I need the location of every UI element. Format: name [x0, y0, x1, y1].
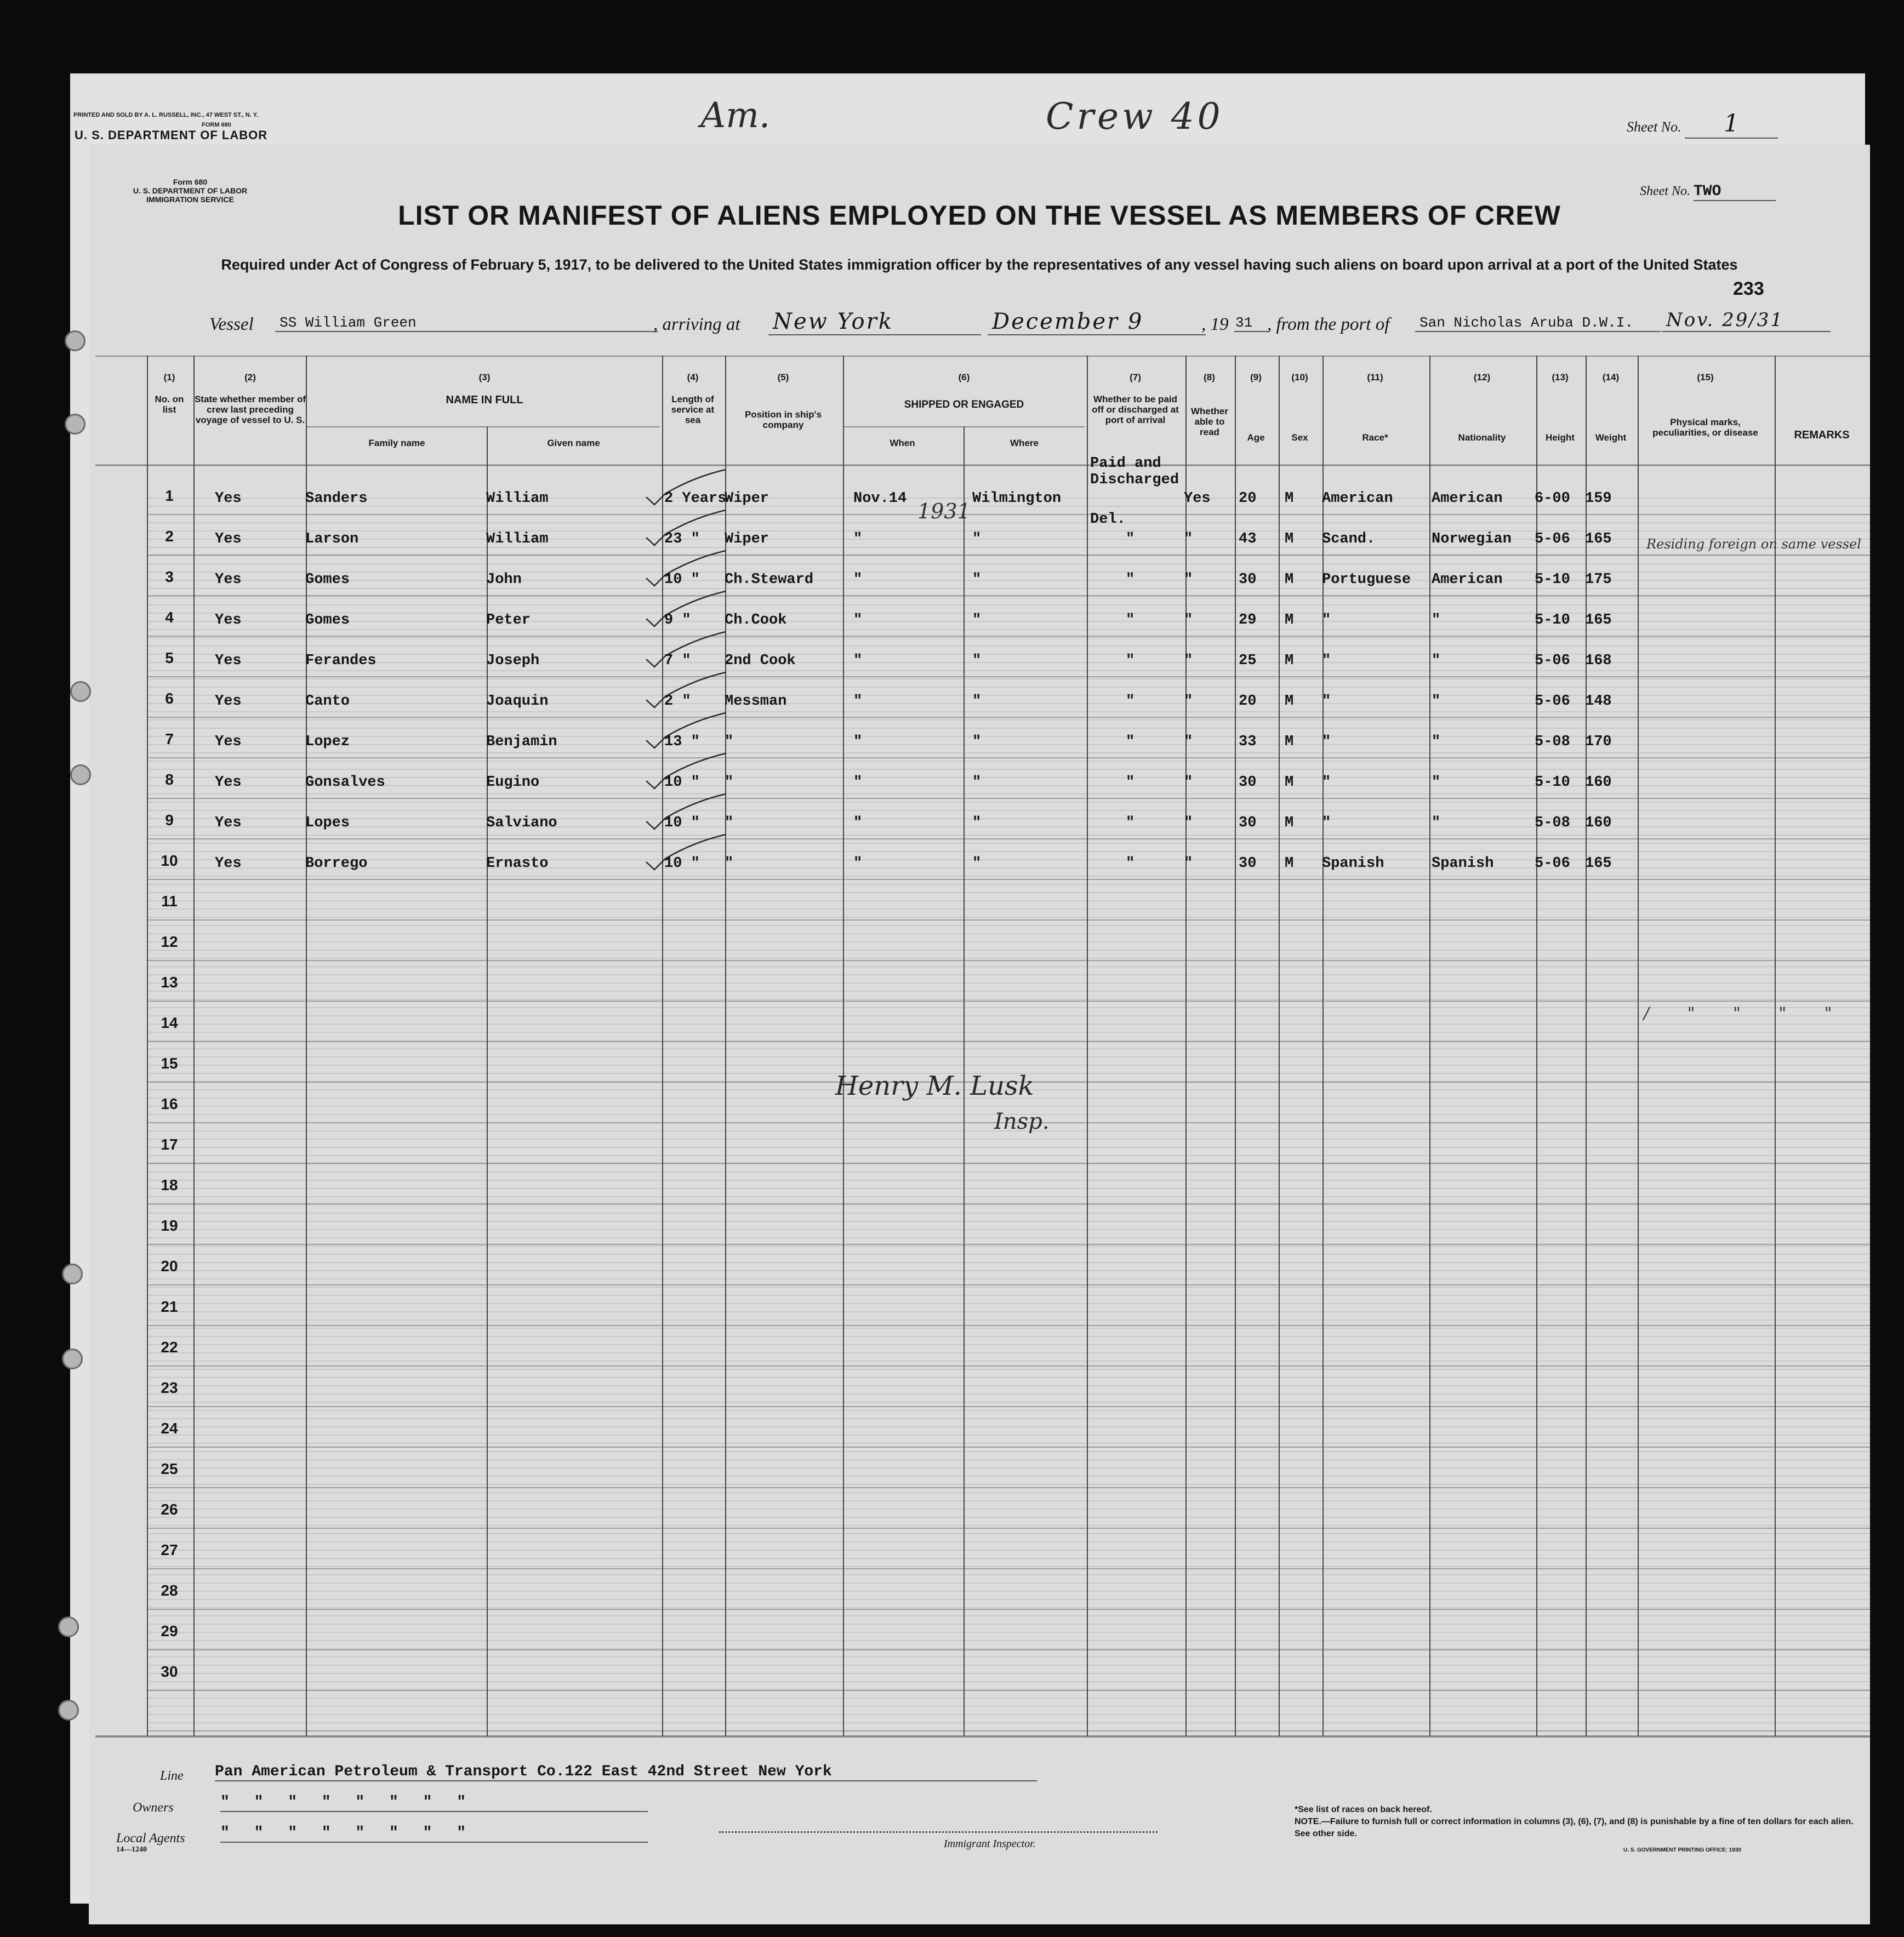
col4-label: Length of service at sea [671, 394, 715, 425]
cell-family: Borrego [305, 855, 368, 872]
row-number: 20 [161, 1258, 178, 1275]
cell-where: " [972, 531, 982, 547]
from-label: , from the port of [1267, 315, 1390, 334]
cell-given: Peter [486, 612, 531, 628]
cell-paid: " [1126, 734, 1135, 750]
cell-when: " [853, 572, 863, 588]
from-port: San Nicholas Aruba D.W.I. [1415, 315, 1661, 332]
row-number: 26 [161, 1501, 178, 1518]
cell-read: " [1184, 612, 1193, 628]
cell-family: Gomes [305, 612, 350, 628]
table-lines [95, 356, 1870, 1739]
cell-when: " [853, 693, 863, 710]
col12-label: Nationality [1458, 432, 1506, 443]
row-number: 18 [161, 1176, 178, 1193]
row2-remark-handwritten: Residing foreign on same vessel [1646, 536, 1861, 552]
cell-prev: Yes [215, 612, 242, 628]
cell-age: 43 [1239, 531, 1257, 547]
fine-note: NOTE.—Failure to furnish full or correct information in columns (3), (6), (7), and (8) is punishable by a fine of ten dollars for each alien. See other side. [1295, 1817, 1854, 1838]
cell-when: " [853, 774, 863, 791]
col1-label: No. on list [155, 394, 184, 415]
cell-position: Messman [725, 693, 787, 710]
cell-weight: 165 [1585, 612, 1612, 628]
cell-height: 5-10 [1535, 572, 1570, 588]
cell-position: Wiper [725, 490, 769, 507]
year-prefix: , 19 [1201, 315, 1229, 334]
binder-hole [65, 414, 85, 435]
col6-label: SHIPPED OR ENGAGED [904, 399, 1024, 410]
col1-num: (1) [163, 372, 175, 382]
cell-position: " [725, 734, 734, 750]
col5-num: (5) [777, 372, 789, 382]
row-number: 21 [161, 1298, 178, 1315]
page-subtitle: Required under Act of Congress of February 5, 1917, to be delivered to the United States immigration officer by the representatives of any vessel having such aliens on board upon arrival at a port of the United States [221, 256, 1738, 273]
back-sheet-label: Sheet No. [1627, 119, 1681, 135]
row-number: 11 [161, 893, 178, 910]
cell-nationality: " [1432, 815, 1441, 831]
cell-read: " [1184, 774, 1193, 791]
back-sheet-number [1627, 110, 1778, 139]
cell-weight: 175 [1585, 572, 1612, 588]
cell-height: 5-10 [1535, 612, 1570, 628]
col8-label: Whether able to read [1191, 406, 1228, 437]
cell-position: " [725, 855, 734, 872]
col10-num: (10) [1291, 372, 1308, 382]
row-number: 6 [165, 690, 174, 707]
cell-read: " [1184, 653, 1193, 669]
printer-line: PRINTED AND SOLD BY A. L. RUSSELL, INC., 47 WEST ST., N. Y. [73, 112, 258, 118]
form-code: 14—1240 [116, 1845, 147, 1854]
cell-prev: Yes [215, 572, 242, 588]
cell-sex: M [1285, 490, 1294, 507]
col6-when: When [890, 438, 915, 448]
cell-sex: M [1285, 572, 1294, 588]
inspector-title: Insp. [994, 1109, 1050, 1134]
cell-when: " [853, 734, 863, 750]
cell-position: " [725, 815, 734, 831]
cell-position: Ch.Steward [725, 572, 814, 588]
cell-prev: Yes [215, 734, 242, 750]
vessel-label: Vessel [209, 315, 254, 334]
back-form-number: FORM 680 [202, 122, 231, 128]
cell-weight: 168 [1585, 653, 1612, 669]
agents-value: " " " " " " " " [220, 1825, 648, 1843]
cell-read: " [1184, 572, 1193, 588]
arrival-date: December 9 [988, 309, 1206, 335]
cell-where: " [972, 734, 982, 750]
back-sheet-value: 1 [1685, 110, 1778, 139]
cell-family: Gomes [305, 572, 350, 588]
cell-height: 5-06 [1535, 531, 1570, 547]
cell-read: " [1184, 855, 1193, 872]
cell-read: " [1184, 693, 1193, 710]
crew-table [95, 356, 1870, 1739]
inspector-signature-line [719, 1831, 1158, 1833]
col16-label: REMARKS [1794, 429, 1850, 441]
cell-position: Wiper [725, 531, 769, 547]
back-department: U. S. DEPARTMENT OF LABOR [75, 128, 268, 142]
cell-height: 6-00 [1535, 490, 1570, 507]
cell-paid: " [1126, 531, 1135, 547]
row-number: 14 [161, 1014, 178, 1031]
row-number: 13 [161, 974, 178, 991]
col7-label: Whether to be paid off or discharged at port of arrival [1092, 394, 1179, 425]
cell-service: 10 " [664, 855, 700, 872]
row-number: 5 [165, 649, 174, 666]
cell-when: " [853, 855, 863, 872]
cell-height: 5-06 [1535, 693, 1570, 710]
cell-weight: 160 [1585, 774, 1612, 791]
cell-when: " [853, 612, 863, 628]
row-number: 15 [161, 1055, 178, 1072]
cell-where: " [972, 653, 982, 669]
vessel-name: SS William Green [275, 315, 658, 332]
cell-nationality: " [1432, 653, 1441, 669]
cell-where: Wilmington [972, 490, 1062, 507]
cell-race: " [1322, 774, 1331, 791]
cell-height: 5-08 [1535, 815, 1570, 831]
cell-prev: Yes [215, 855, 242, 872]
cell-age: 20 [1239, 693, 1257, 710]
cell-sex: M [1285, 774, 1294, 791]
cell-given: Eugino [486, 774, 540, 791]
cell-family: Canto [305, 693, 350, 710]
cell-service: 9 " [664, 612, 691, 628]
cell-prev: Yes [215, 774, 242, 791]
cell-read: " [1184, 815, 1193, 831]
cell-prev: Yes [215, 531, 242, 547]
cell-race: Scand. [1322, 531, 1376, 547]
inspector-label: Immigrant Inspector. [944, 1838, 1036, 1850]
col2-label: State whether member of crew last preceding voyage of vessel to U. S. [194, 394, 306, 425]
col6-where: Where [1010, 438, 1039, 448]
cell-where: " [972, 855, 982, 872]
cell-service: 10 " [664, 815, 700, 831]
cell-where: " [972, 815, 982, 831]
cell-service: 2 " [664, 693, 691, 710]
cell-family: Larson [305, 531, 359, 547]
cell-sex: M [1285, 855, 1294, 872]
row-number: 29 [161, 1622, 178, 1639]
cell-read: " [1184, 734, 1193, 750]
cell-paid: " [1126, 572, 1135, 588]
row-number: 24 [161, 1420, 178, 1437]
cell-position: " [725, 774, 734, 791]
col7-num: (7) [1130, 372, 1141, 382]
cell-where: " [972, 693, 982, 710]
cell-race: Spanish [1322, 855, 1384, 872]
col8-num: (8) [1204, 372, 1215, 382]
cell-prev: Yes [215, 693, 242, 710]
cell-given: William [486, 531, 549, 547]
cell-nationality: " [1432, 734, 1441, 750]
col13-label: Height [1546, 432, 1575, 443]
cell-weight: 165 [1585, 855, 1612, 872]
cell-height: 5-08 [1535, 734, 1570, 750]
col12-num: (12) [1473, 372, 1491, 382]
col15-label: Physical marks, peculiarities, or disease [1652, 417, 1758, 438]
cell-weight: 159 [1585, 490, 1612, 507]
races-note: *See list of races on back hereof. [1295, 1805, 1432, 1814]
cell-age: 20 [1239, 490, 1257, 507]
cell-nationality: " [1432, 612, 1441, 628]
cell-position: Ch.Cook [725, 612, 787, 628]
cell-sex: M [1285, 734, 1294, 750]
cell-read: Yes [1184, 490, 1211, 507]
cell-family: Sanders [305, 490, 368, 507]
col6-num: (6) [958, 372, 970, 382]
cell-service: 13 " [664, 734, 700, 750]
row-number: 16 [161, 1095, 178, 1112]
line-label: Line [160, 1769, 184, 1783]
gpo-note: U. S. GOVERNMENT PRINTING OFFICE: 1930 [1623, 1847, 1742, 1853]
row-number: 3 [165, 568, 174, 585]
cell-given: Salviano [486, 815, 557, 831]
cell-age: 30 [1239, 774, 1257, 791]
cell-paid: " [1126, 855, 1135, 872]
col2-num: (2) [244, 372, 256, 382]
cell-given: Joseph [486, 653, 540, 669]
binder-hole [58, 1700, 79, 1721]
row-number: 27 [161, 1541, 178, 1558]
cell-nationality: American [1432, 572, 1503, 588]
cell-weight: 160 [1585, 815, 1612, 831]
col4-num: (4) [687, 372, 699, 382]
cell-nationality: Norwegian [1432, 531, 1512, 547]
row-number: 25 [161, 1460, 178, 1477]
cell-family: Ferandes [305, 653, 377, 669]
cell-read: " [1184, 531, 1193, 547]
col14-num: (14) [1602, 372, 1620, 382]
departure-date: Nov. 29/31 [1662, 309, 1831, 332]
cell-race: " [1322, 815, 1331, 831]
cell-prev: Yes [215, 490, 242, 507]
cell-service: 2 Years [664, 490, 727, 507]
cell-height: 5-10 [1535, 774, 1570, 791]
cell-service: 10 " [664, 774, 700, 791]
cell-paid: " [1126, 612, 1135, 628]
cell-age: 30 [1239, 815, 1257, 831]
row-number: 10 [161, 852, 178, 869]
cell-nationality: Spanish [1432, 855, 1494, 872]
cell-given: John [486, 572, 522, 588]
cell-weight: 165 [1585, 531, 1612, 547]
binder-hole [70, 764, 91, 785]
cell-when: " [853, 653, 863, 669]
col9-label: Age [1247, 432, 1265, 443]
col14-label: Weight [1595, 432, 1627, 443]
binder-hole [70, 681, 91, 702]
row-number: 9 [165, 812, 174, 828]
arriving-port: New York [768, 309, 981, 335]
cell-given: Benjamin [486, 734, 557, 750]
cell-when: " [853, 815, 863, 831]
cell-given: Ernasto [486, 855, 549, 872]
cell-race: " [1322, 653, 1331, 669]
cell-race: American [1322, 490, 1393, 507]
row-number: 1 [165, 487, 174, 504]
col3-num: (3) [478, 372, 491, 382]
col10-label: Sex [1291, 432, 1308, 443]
col13-num: (13) [1552, 372, 1569, 382]
col11-label: Race* [1362, 432, 1388, 443]
col15-num: (15) [1697, 372, 1714, 382]
stamp-number: 233 [1733, 278, 1764, 299]
cell-age: 30 [1239, 572, 1257, 588]
cell-where: " [972, 612, 982, 628]
binder-hole [62, 1349, 83, 1369]
cell-when: Nov.14 [853, 490, 907, 507]
footer-notes [1295, 1804, 1870, 1856]
col11-num: (11) [1367, 372, 1383, 382]
line-value: Pan American Petroleum & Transport Co.122 East 42nd Street New York [215, 1763, 1037, 1781]
handwritten-crew-count: Crew 40 [1046, 95, 1224, 138]
handwritten-am: Am. [700, 95, 771, 136]
row-number: 23 [161, 1379, 178, 1396]
row-number: 8 [165, 771, 174, 788]
binder-hole [62, 1264, 83, 1284]
cell-family: Gonsalves [305, 774, 385, 791]
cell-paid: " [1126, 693, 1135, 710]
cell-given: Joaquin [486, 693, 549, 710]
cell-family: Lopez [305, 734, 350, 750]
cell-nationality: " [1432, 774, 1441, 791]
cell-when: " [853, 531, 863, 547]
cell-where: " [972, 572, 982, 588]
cell-family: Lopes [305, 815, 350, 831]
row-number: 2 [165, 528, 174, 545]
owners-label: Owners [133, 1801, 174, 1815]
col3-family: Family name [368, 438, 425, 448]
col3-given: Given name [547, 438, 600, 448]
cell-height: 5-06 [1535, 855, 1570, 872]
cell-weight: 148 [1585, 693, 1612, 710]
row1-year-handwritten: 1931 [917, 499, 971, 523]
cell-sex: M [1285, 531, 1294, 547]
row-number: 7 [165, 730, 174, 747]
service: IMMIGRATION SERVICE [146, 195, 234, 204]
row-number: 12 [161, 933, 178, 950]
row-number: 4 [165, 609, 174, 626]
cell-sex: M [1285, 653, 1294, 669]
owners-value: " " " " " " " " [220, 1794, 648, 1812]
page-title: LIST OR MANIFEST OF ALIENS EMPLOYED ON THE VESSEL AS MEMBERS OF CREW [398, 200, 1561, 231]
cell-height: 5-06 [1535, 653, 1570, 669]
cell-race: " [1322, 734, 1331, 750]
binder-hole [58, 1616, 79, 1637]
cell-nationality: " [1432, 693, 1441, 710]
agents-label: Local Agents [116, 1831, 185, 1845]
row1-paid-line1: Paid and Discharged [1090, 455, 1179, 488]
cell-service: 10 " [664, 572, 700, 588]
cell-race: " [1322, 612, 1331, 628]
cell-sex: M [1285, 815, 1294, 831]
cell-sex: M [1285, 693, 1294, 710]
col9-num: (9) [1250, 372, 1262, 382]
sheet-value: TWO [1694, 183, 1776, 201]
cell-paid: " [1126, 774, 1135, 791]
cell-age: 33 [1239, 734, 1257, 750]
row-number: 28 [161, 1582, 178, 1599]
cell-nationality: American [1432, 490, 1503, 507]
sheet-number [1640, 183, 1776, 201]
manifest-page [89, 145, 1870, 1924]
cell-race: " [1322, 693, 1331, 710]
binder-hole [65, 330, 85, 351]
department: U. S. DEPARTMENT OF LABOR [133, 186, 248, 195]
cell-paid: " [1126, 815, 1135, 831]
cell-position: 2nd Cook [725, 653, 796, 669]
cell-weight: 170 [1585, 734, 1612, 750]
cell-age: 30 [1239, 855, 1257, 872]
row10-remark-handwritten: / " " " " [1644, 1004, 1849, 1023]
col3-label: NAME IN FULL [446, 394, 523, 406]
row-number: 19 [161, 1217, 178, 1234]
cell-age: 29 [1239, 612, 1257, 628]
cell-service: 7 " [664, 653, 691, 669]
cell-age: 25 [1239, 653, 1257, 669]
row1-paid-port: Del. [1090, 511, 1126, 528]
row-number: 30 [161, 1663, 178, 1680]
cell-service: 23 " [664, 531, 700, 547]
row-number: 22 [161, 1339, 178, 1356]
cell-race: Portuguese [1322, 572, 1411, 588]
row-number: 17 [161, 1136, 178, 1153]
inspector-signature: Henry M. Lusk [835, 1071, 1034, 1101]
form-number: Form 680 [173, 178, 208, 186]
sheet-label: Sheet No. [1640, 184, 1690, 198]
arriving-label: , arriving at [653, 315, 740, 334]
col5-label: Position in ship's company [744, 409, 822, 430]
cell-sex: M [1285, 612, 1294, 628]
arrival-year: 31 [1234, 315, 1268, 332]
cell-prev: Yes [215, 815, 242, 831]
cell-prev: Yes [215, 653, 242, 669]
cell-given: William [486, 490, 549, 507]
cell-paid: " [1126, 653, 1135, 669]
cell-where: " [972, 774, 982, 791]
